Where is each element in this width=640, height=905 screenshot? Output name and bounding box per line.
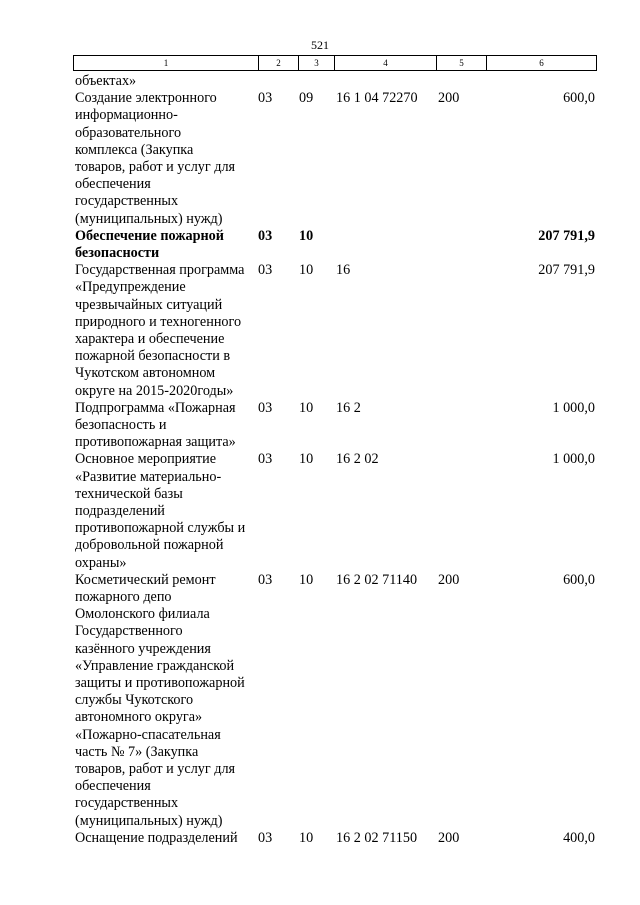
row-name-line: обеспечения bbox=[75, 778, 151, 795]
section-code: 03 bbox=[258, 829, 273, 846]
amount: 400,0 bbox=[563, 829, 595, 846]
expense-type-code: 200 bbox=[438, 571, 460, 588]
target-article-code: 16 2 bbox=[336, 399, 361, 416]
row-name-line: технической базы bbox=[75, 485, 183, 502]
row-name-line: чрезвычайных ситуаций bbox=[75, 296, 223, 313]
row-name-line: информационно- bbox=[75, 107, 178, 124]
row-name-line: защиты и противопожарной bbox=[75, 674, 245, 691]
expense-type-code: 200 bbox=[438, 829, 460, 846]
row-name bbox=[75, 451, 260, 571]
row-name bbox=[75, 830, 260, 847]
section-code: 03 bbox=[258, 227, 273, 244]
row-name-line: противопожарная защита» bbox=[75, 434, 236, 451]
row-name-line: Оснащение подразделений bbox=[75, 829, 238, 846]
row-name-line: характера и обеспечение bbox=[75, 330, 225, 347]
amount: 1 000,0 bbox=[552, 399, 595, 416]
target-article-code: 16 1 04 72270 bbox=[336, 90, 418, 107]
row-name bbox=[75, 572, 260, 830]
header-col-1: 1 bbox=[74, 56, 259, 71]
amount: 207 791,9 bbox=[538, 262, 595, 279]
row-name bbox=[75, 400, 260, 452]
row-name-line: (муниципальных) нужд) bbox=[75, 210, 223, 227]
section-code: 03 bbox=[258, 571, 273, 588]
row-name-line: казённого учреждения bbox=[75, 640, 211, 657]
header-col-3: 3 bbox=[299, 56, 335, 71]
row-name-line: Государственного bbox=[75, 623, 183, 640]
row-name-line: службы Чукотского bbox=[75, 692, 194, 709]
header-col-6: 6 bbox=[487, 56, 597, 71]
section-code: 03 bbox=[258, 262, 273, 279]
row-name-line: природного и техногенного bbox=[75, 313, 242, 330]
row-name-line: добровольной пожарной bbox=[75, 537, 224, 554]
table-row bbox=[0, 830, 640, 847]
expense-type-code: 200 bbox=[438, 90, 460, 107]
subsection-code: 10 bbox=[299, 399, 314, 416]
subsection-code: 10 bbox=[299, 571, 314, 588]
target-article-code: 16 2 02 bbox=[336, 451, 379, 468]
subsection-code: 10 bbox=[299, 829, 314, 846]
row-name-line: товаров, работ и услуг для bbox=[75, 159, 236, 175]
table-row bbox=[0, 400, 640, 452]
row-name-line: безопасность и bbox=[75, 416, 167, 433]
row-name-line: товаров, работ и услуг для bbox=[75, 760, 236, 777]
header-col-5: 5 bbox=[437, 56, 487, 71]
row-name-line: Чукотском автономном bbox=[75, 365, 216, 382]
table-row bbox=[0, 73, 640, 90]
row-name-line: пожарного депо bbox=[75, 588, 172, 605]
subsection-code: 10 bbox=[299, 262, 314, 279]
row-name-line: государственных bbox=[75, 193, 179, 210]
header-row bbox=[74, 56, 597, 71]
row-name-line: «Пожарно-спасательная bbox=[75, 726, 221, 743]
row-name-line: Подпрограмма «Пожарная bbox=[75, 399, 236, 416]
subsection-code: 10 bbox=[299, 451, 314, 468]
row-name-line: пожарной безопасности в bbox=[75, 348, 231, 365]
row-name-line: Создание электронного bbox=[75, 90, 217, 107]
target-article-code: 16 bbox=[336, 262, 351, 279]
amount: 207 791,9 bbox=[538, 227, 595, 244]
subsection-code: 09 bbox=[299, 90, 314, 107]
row-name-line: обеспечения bbox=[75, 176, 151, 193]
row-name-line: подразделений bbox=[75, 502, 165, 519]
row-name bbox=[75, 90, 260, 228]
row-name-line: Обеспечение пожарной bbox=[75, 227, 224, 244]
row-name-line: «Развитие материально- bbox=[75, 468, 222, 485]
column-number-header bbox=[73, 55, 597, 71]
row-name-line: государственных bbox=[75, 795, 179, 812]
row-name-line: автономного округа» bbox=[75, 709, 203, 726]
page-number: 521 bbox=[311, 38, 329, 52]
row-name-line: Омолонского филиала bbox=[75, 606, 210, 623]
table-row bbox=[0, 451, 640, 571]
target-article-code: 16 2 02 71140 bbox=[336, 571, 418, 588]
row-name bbox=[75, 262, 260, 400]
row-name-line: (муниципальных) нужд) bbox=[75, 812, 223, 829]
row-name-line: «Предупреждение bbox=[75, 279, 186, 296]
row-name-line: Основное мероприятие bbox=[75, 451, 216, 468]
row-name-line: охраны» bbox=[75, 554, 127, 571]
row-name-line: комплекса (Закупка bbox=[75, 141, 194, 158]
subsection-code: 10 bbox=[299, 227, 314, 244]
row-name-line: Государственная программа bbox=[75, 262, 245, 279]
section-code: 03 bbox=[258, 451, 273, 468]
row-name-line: округе на 2015-2020годы» bbox=[75, 382, 234, 399]
section-code: 03 bbox=[258, 399, 273, 416]
target-article-code: 16 2 02 71150 bbox=[336, 829, 418, 846]
row-name bbox=[75, 228, 260, 262]
row-name-line: часть № 7» (Закупка bbox=[75, 743, 199, 760]
table-row bbox=[0, 228, 640, 262]
row-name bbox=[75, 73, 260, 90]
header-col-4: 4 bbox=[335, 56, 437, 71]
table-row bbox=[0, 262, 640, 400]
table-row bbox=[0, 572, 640, 830]
header-col-2: 2 bbox=[259, 56, 299, 71]
row-name-line: противопожарной службы и bbox=[75, 520, 246, 537]
section-code: 03 bbox=[258, 90, 273, 107]
amount: 1 000,0 bbox=[552, 451, 595, 468]
row-name-line: образовательного bbox=[75, 124, 182, 141]
row-name-line: «Управление гражданской bbox=[75, 657, 235, 674]
amount: 600,0 bbox=[563, 90, 595, 107]
table-row bbox=[0, 90, 640, 228]
row-name-line: объектах» bbox=[75, 73, 137, 89]
amount: 600,0 bbox=[563, 571, 595, 588]
row-name-line: безопасности bbox=[75, 244, 160, 261]
budget-table-body bbox=[0, 73, 640, 847]
row-name-line: Косметический ремонт bbox=[75, 571, 216, 588]
